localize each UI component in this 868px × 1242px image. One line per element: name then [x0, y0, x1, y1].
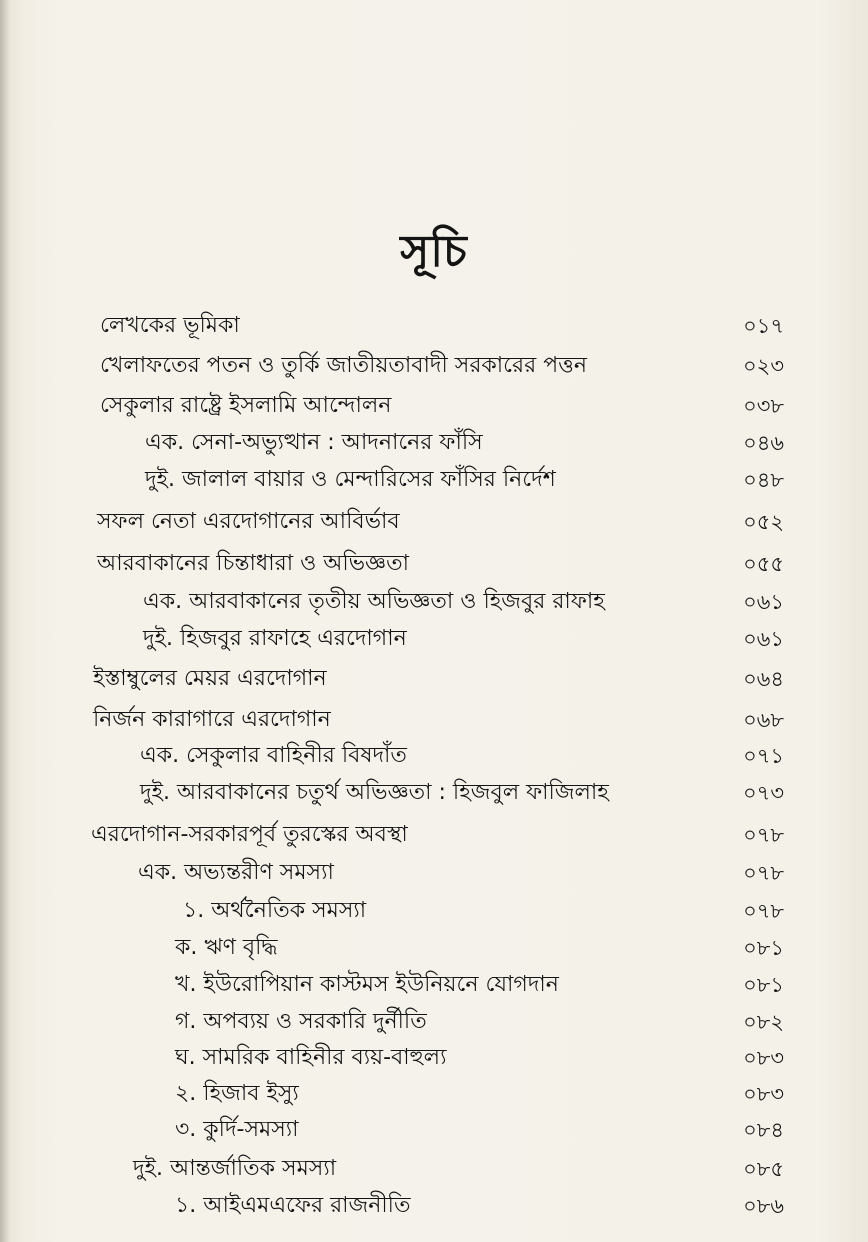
toc-entry	[0, 773, 868, 813]
toc-entry	[0, 1038, 868, 1078]
toc-entry-page-number: ০৭৩	[743, 781, 784, 805]
toc-entry	[0, 346, 868, 386]
toc-entry	[0, 1186, 868, 1226]
toc-entry-page-number: ০৭১	[743, 744, 784, 768]
toc-entry-label: খ. ইউরোপিয়ান কাস্টমস ইউনিয়নে যোগদান	[175, 972, 559, 997]
toc-entry	[0, 659, 868, 699]
toc-entry-page-number: ০৪৬	[743, 431, 784, 455]
toc-entry-page-number: ০৭৮	[743, 823, 784, 847]
toc-entry-page-number: ০৭৮	[743, 861, 784, 885]
toc-entry-page-number: ০২৩	[743, 354, 784, 378]
toc-entry	[0, 815, 868, 855]
toc-entry	[0, 736, 868, 776]
toc-entry-label: দুই. জালাল বায়ার ও মেন্দারিসের ফাঁসির নির্দেশ	[145, 467, 556, 492]
toc-entry	[0, 423, 868, 463]
toc-entry	[0, 306, 868, 346]
toc-entry-label: ইস্তাম্বুলের মেয়র এরদোগান	[93, 666, 327, 691]
toc-entry-label: ১. আইএমএফের রাজনীতি	[175, 1193, 411, 1218]
toc-entry-page-number: ০৭৮	[743, 899, 784, 923]
toc-entry-page-number: ০৫৫	[743, 552, 784, 576]
toc-entry-label: ১. অর্থনৈতিক সমস্যা	[183, 898, 367, 923]
toc-entry-page-number: ০৬১	[743, 627, 784, 651]
toc-entry-label: নির্জন কারাগারে এরদোগান	[93, 707, 331, 732]
toc-entry-page-number: ০৮১	[743, 973, 784, 997]
toc-entry-label: দুই. আন্তর্জাতিক সমস্যা	[133, 1156, 337, 1181]
toc-entry-page-number: ০৮১	[743, 936, 784, 960]
toc-entry	[0, 1074, 868, 1114]
toc-entry-page-number: ০৬৪	[743, 667, 784, 691]
toc-entry	[0, 700, 868, 740]
toc-entry	[0, 1002, 868, 1042]
toc-entry-page-number: ০৬৮	[743, 708, 784, 732]
toc-entry-page-number: ০৩৮	[743, 394, 784, 418]
toc-entry	[0, 1110, 868, 1150]
toc-entry	[0, 386, 868, 426]
toc-entry-page-number: ০৫২	[743, 510, 784, 534]
toc-entry-label: দুই. হিজবুর রাফাহে এরদোগান	[143, 626, 407, 651]
toc-entry-label: দুই. আরবাকানের চতুর্থ অভিজ্ঞতা : হিজবুল ফাজিলাহ	[140, 780, 609, 805]
page-title: সূচি	[400, 226, 468, 277]
toc-entry-page-number: ০৮৩	[743, 1082, 784, 1106]
toc-entry-page-number: ০১৭	[743, 314, 784, 338]
toc-entry	[0, 891, 868, 931]
toc-entry	[0, 619, 868, 659]
toc-entry-label: এক. অভ্যন্তরীণ সমস্যা	[138, 860, 334, 885]
toc-entry-page-number: ০৮৫	[743, 1157, 784, 1181]
toc-entry-label: এক. আরবাকানের তৃতীয় অভিজ্ঞতা ও হিজবুর রাফাহ	[143, 589, 605, 614]
toc-entry-label: ৩. কুর্দি-সমস্যা	[175, 1117, 299, 1142]
toc-entry-label: সেকুলার রাষ্ট্রে ইসলামি আন্দোলন	[100, 393, 392, 418]
toc-entry-page-number: ০৬১	[743, 590, 784, 614]
toc-entry-label: এরদোগান-সরকারপূর্ব তুরস্কের অবস্থা	[91, 822, 408, 847]
toc-entry-label: ক. ঋণ বৃদ্ধি	[175, 935, 278, 960]
toc-entry-label: খেলাফতের পতন ও তুর্কি জাতীয়তাবাদী সরকারের পত্তন	[100, 353, 588, 378]
toc-entry-page-number: ০৮২	[743, 1010, 784, 1034]
toc-entry	[0, 502, 868, 542]
toc-entry	[0, 928, 868, 968]
toc-entry-label: ২. হিজাব ইস্যু	[175, 1081, 299, 1106]
toc-entry-label: ঘ. সামরিক বাহিনীর ব্যয়-বাহুল্য	[175, 1045, 447, 1070]
toc-entry-page-number: ০৮৪	[743, 1118, 784, 1142]
toc-entry	[0, 582, 868, 622]
toc-entry	[0, 853, 868, 893]
toc-entry	[0, 965, 868, 1005]
toc-entry	[0, 544, 868, 584]
toc-entry-page-number: ০৮৬	[743, 1194, 784, 1218]
toc-entry-page-number: ০৮৩	[743, 1046, 784, 1070]
toc-entry-label: সফল নেতা এরদোগানের আবির্ভাব	[97, 509, 400, 534]
toc-entry-label: এক. সেকুলার বাহিনীর বিষদাঁত	[140, 743, 407, 768]
toc-entry-label: লেখকের ভূমিকা	[100, 313, 240, 338]
toc-entry-label: এক. সেনা-অভ্যুত্থান : আদনানের ফাঁসি	[145, 430, 483, 455]
toc-entry	[0, 1149, 868, 1189]
toc-entry-page-number: ০৪৮	[743, 468, 784, 492]
toc-entry-label: গ. অপব্যয় ও সরকারি দুর্নীতি	[175, 1009, 427, 1034]
toc-entry	[0, 460, 868, 500]
toc-entry-label: আরবাকানের চিন্তাধারা ও অভিজ্ঞতা	[97, 551, 409, 576]
